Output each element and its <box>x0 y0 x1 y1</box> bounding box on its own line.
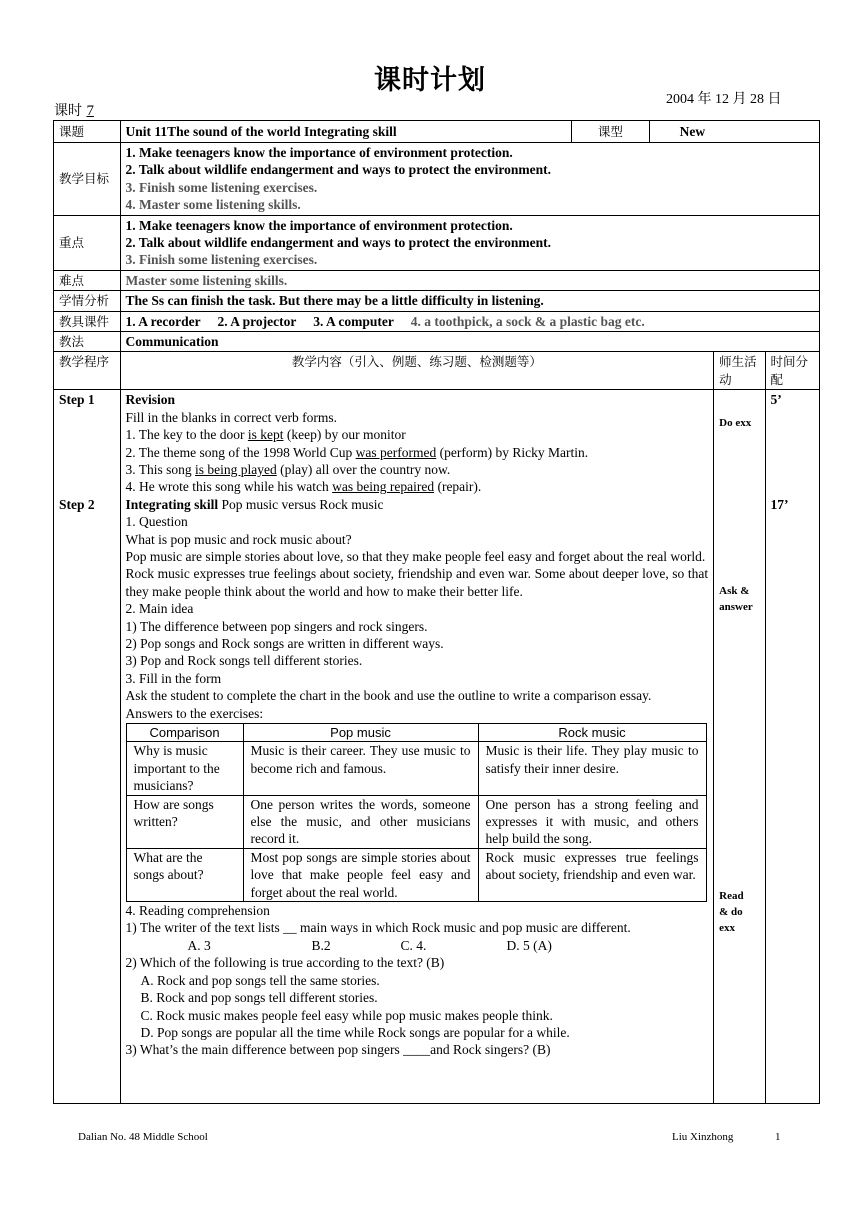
difficulty-value: Master some listening skills. <box>120 270 819 290</box>
text: 1. The key to the door <box>125 427 248 443</box>
revision-item <box>126 444 709 461</box>
time-column <box>765 390 819 1104</box>
period-label: 课时 <box>54 103 82 119</box>
text: Integrating skill <box>125 496 219 512</box>
answer: was performed <box>355 444 437 460</box>
revision-item <box>126 426 709 443</box>
table-cell: What are the songs about? <box>126 848 243 901</box>
option: B.2 <box>311 937 331 953</box>
analysis-value: The Ss can finish the task. But there may be a little difficulty in listening. <box>120 291 819 311</box>
text: (repair). <box>434 479 482 495</box>
key-label: 重点 <box>54 215 121 270</box>
activity-header: 师生活动 <box>714 352 765 390</box>
footer-school: Dalian No. 48 Middle School <box>78 1131 208 1143</box>
table-cell: One person writes the words, someone else the music, and other musicians record it. <box>243 795 478 848</box>
topic-label: 课题 <box>54 121 121 143</box>
table-cell: Rock music expresses true feelings about society, friendship and even war. <box>478 848 706 901</box>
tools-list <box>120 311 819 331</box>
main-idea-item: 3) Pop and Rock songs tell different stories. <box>125 653 363 669</box>
text: Pop music versus Rock music <box>218 496 384 512</box>
period-value: 7 <box>86 103 94 119</box>
goals-list <box>120 143 819 216</box>
tools-label: 教具课件 <box>54 311 121 331</box>
analysis-label: 学情分析 <box>54 291 121 311</box>
option: B. Rock and pop songs tell different stories. <box>140 990 378 1006</box>
revision-item <box>126 478 709 495</box>
step-1-label: Step 1 <box>59 392 95 408</box>
integrating-heading <box>126 496 709 513</box>
column-header: Rock music <box>478 724 706 742</box>
fill-intro: Fill in the blanks in correct verb forms. <box>125 409 337 425</box>
lesson-plan-table <box>53 120 820 1104</box>
content-cell <box>120 390 714 1104</box>
goal-item: 1. Make teenagers know the importance of environment protection. <box>125 145 513 160</box>
column-header: Comparison <box>126 724 243 742</box>
text: (keep) by our monitor <box>283 427 406 443</box>
table-row <box>126 795 706 848</box>
option: C. Rock music makes people feel easy while pop music makes people think. <box>140 1007 553 1023</box>
column-header: Pop music <box>243 724 478 742</box>
footer-page-number: 1 <box>775 1131 781 1143</box>
table-row <box>126 742 706 795</box>
pop-answer: Pop music are simple stories about love, so that they make people feel easy and forget about the real world. <box>125 548 706 564</box>
time-2: 17’ <box>770 496 789 512</box>
table-cell: Why is music important to the musicians? <box>126 742 243 795</box>
text: (play) all over the country now. <box>276 461 451 477</box>
page-title: 课时计划 <box>374 65 486 96</box>
table-row <box>126 848 706 901</box>
text: 2. The theme song of the 1998 World Cup <box>125 444 356 460</box>
type-value: New <box>649 121 819 143</box>
difficulty-label: 难点 <box>54 270 121 290</box>
table-cell: Music is their life. They play music to satisfy their inner desire. <box>478 742 706 795</box>
tool-item: 4. a toothpick, a sock & a plastic bag etc. <box>410 313 645 329</box>
goal-item: 4. Master some listening skills. <box>125 197 301 213</box>
date: 2004 年 12 月 28 日 <box>666 92 782 107</box>
comparison-table <box>126 723 707 902</box>
form-heading: 3. Fill in the form <box>125 670 222 686</box>
option: D. 5 (A) <box>506 937 552 953</box>
main-idea-heading: 2. Main idea <box>125 601 194 617</box>
goals-label: 教学目标 <box>54 143 121 216</box>
answer: is being played <box>195 461 277 477</box>
activity-3: Read & do exx <box>719 890 744 935</box>
answers-heading: Answers to the exercises: <box>125 705 264 721</box>
text: 4. He wrote this song while his watch <box>125 479 333 495</box>
method-label: 教法 <box>54 332 121 352</box>
option: A. Rock and pop songs tell the same stories. <box>140 972 380 988</box>
main-idea-item: 2) Pop songs and Rock songs are written in different ways. <box>125 635 444 651</box>
topic-value: Unit 11The sound of the world Integrating skill <box>120 121 572 143</box>
reading-options <box>126 937 709 954</box>
table-cell: Music is their career. They use music to become rich and famous. <box>243 742 478 795</box>
main-idea-item: 1) The difference between pop singers and rock singers. <box>125 618 428 634</box>
type-label: 课型 <box>572 121 650 143</box>
tool-item: 2. A projector <box>217 313 297 329</box>
revision-heading: Revision <box>125 392 176 408</box>
activity-1: Do exx <box>719 417 752 430</box>
time-header: 时间分配 <box>765 352 819 390</box>
reading-question: 2) Which of the following is true according to the text? (B) <box>125 955 445 971</box>
method-value: Communication <box>120 332 819 352</box>
tool-item: 1. A recorder <box>125 313 201 329</box>
text: (perform) by Ricky Martin. <box>436 444 589 460</box>
answer: is kept <box>247 427 284 443</box>
table-cell: Most pop songs are simple stories about love that make people feel easy and forget about the real world. <box>243 848 478 901</box>
procedure-label: 教学程序 <box>54 352 121 390</box>
form-text: Ask the student to complete the chart in the book and use the outline to write a comparison essay. <box>125 688 652 704</box>
reading-heading: 4. Reading comprehension <box>125 903 270 919</box>
key-list <box>120 215 819 270</box>
table-cell: How are songs written? <box>126 795 243 848</box>
text: 3. This song <box>125 461 196 477</box>
reading-question: 3) What’s the main difference between pop singers ____and Rock singers? (B) <box>125 1042 551 1058</box>
step-column <box>54 390 121 1104</box>
reading-question: 1) The writer of the text lists __ main ways in which Rock music and pop music are different. <box>125 920 631 936</box>
goal-item: 3. Finish some listening exercises. <box>125 179 318 195</box>
option: D. Pop songs are popular all the time while Rock songs are popular for a while. <box>140 1024 570 1040</box>
key-item: 2. Talk about wildlife endangerment and ways to protect the environment. <box>125 235 552 251</box>
tool-item: 3. A computer <box>313 313 394 329</box>
footer-author: Liu Xinzhong <box>672 1131 734 1143</box>
answer: was being repaired <box>332 479 435 495</box>
activity-column <box>714 390 765 1104</box>
key-item: 3. Finish some listening exercises. <box>125 252 318 268</box>
option: A. 3 <box>187 937 211 953</box>
rock-answer: Rock music expresses true feelings about society, friendship and even war. Some about deeper love, so that they make people think about the world and how to make their better life. <box>125 566 709 599</box>
option: C. 4. <box>400 937 427 953</box>
goal-item: 2. Talk about wildlife endangerment and ways to protect the environment. <box>125 162 552 178</box>
question-heading: 1. Question <box>125 514 188 530</box>
content-header: 教学内容（引入、例题、练习题、检测题等） <box>120 352 714 390</box>
revision-item <box>126 461 709 478</box>
activity-2: Ask & answer <box>719 585 753 614</box>
step-2-label: Step 2 <box>59 496 95 512</box>
key-item: 1. Make teenagers know the importance of environment protection. <box>125 217 513 233</box>
period <box>54 100 94 120</box>
time-1: 5’ <box>770 392 782 408</box>
table-cell: One person has a strong feeling and expresses it with music, and others help build the song. <box>478 795 706 848</box>
question: What is pop music and rock music about? <box>125 531 352 547</box>
